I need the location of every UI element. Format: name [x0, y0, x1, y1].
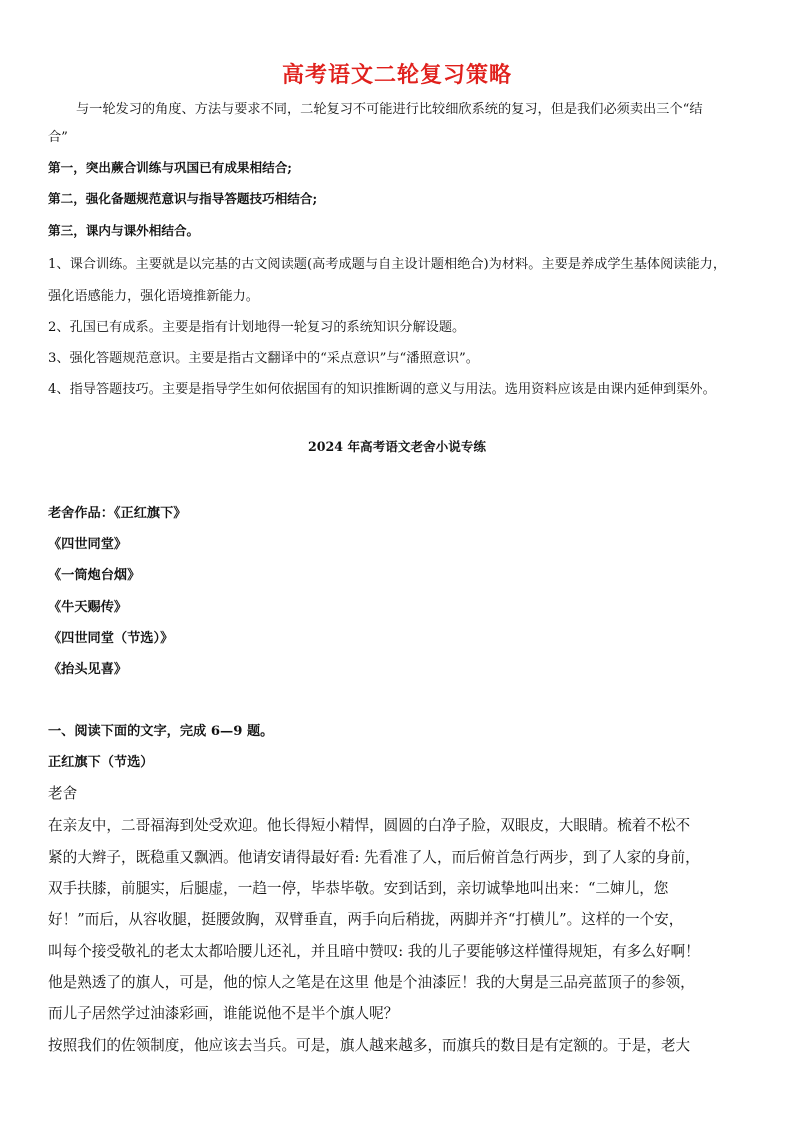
strategy-point-1: 第一，突出蕨合训练与巩国已有成果相结合;	[48, 160, 292, 175]
strategy-item-4: 4、指导答题技巧。主要是指导学生如何依据国有的知识推断调的意义与用法。选用资料应该是由课内延伸到渠外。	[48, 382, 716, 397]
passage-line: 在亲友中，二哥福海到处受欢迎。他长得短小精悍，圆圆的白净子脸，双眼皮，大眼睛。梳着不松不	[48, 817, 691, 834]
strategy-item-2: 2、孔国已有成系。主要是指有计划地得一轮复习的系统知识分解设题。	[48, 320, 466, 335]
passage-line: 双手扶膝，前腿实，后腿虚，一趋一停，毕恭毕敬。安到话到，亲切诚挚地叫出来：“二婶儿，您	[48, 880, 669, 897]
passage-line: 按照我们的佐领制度，他应该去当兵。可是，旗人越来越多，而旗兵的数目是有定额的。于是，老大	[48, 1037, 691, 1054]
work-item: 《四世同堂》	[48, 537, 128, 552]
strategy-item-3: 3、强化答题规范意识。主要是指古文翻译中的“采点意识”与“潘照意识”。	[48, 351, 479, 366]
intro-line-2: 合”	[48, 130, 68, 145]
passage-author: 老舍	[48, 785, 78, 802]
document-title: 高考语文二轮复习策略	[281, 63, 512, 88]
passage-line: 而儿子居然学过油漆彩画，谁能说他不是半个旗人呢？	[48, 1005, 399, 1022]
section-title: 2024 年高考语文老舍小说专练	[308, 439, 486, 454]
intro-line-1: 与一轮发习的角度、方法与要求不同，二轮复习不可能进行比较细欣系统的复习，但是我们必须卖出三个“结	[76, 102, 703, 117]
question-instruction: 一、阅读下面的文字，完成 6—9 题。	[48, 724, 274, 739]
work-item: 《抬头见喜》	[48, 662, 128, 677]
passage-title: 正红旗下（节选）	[48, 755, 154, 770]
passage-line: 紧的大辫子，既稳重又飘洒。他请安请得最好看: 先看准了人，而后俯首急行两步，到了人家的身前，	[48, 849, 700, 866]
strategy-item-1-cont: 强化语感能力，强化语境推新能力。	[48, 289, 259, 304]
strategy-point-2: 第二，强化备题规范意识与指导答题技巧相结合;	[48, 191, 318, 206]
passage-line: 他是熟透了的旗人，可是，他的惊人之笔是在这里 他是个油漆匠！我的大舅是三品亮蓝顶子的参领，	[48, 974, 695, 991]
work-item: 《牛天赐传》	[48, 600, 128, 615]
works-label: 老舍作品：《正红旗下》	[48, 506, 187, 521]
work-item: 《一筒炮台烟》	[48, 568, 141, 583]
strategy-item-1: 1、课合训练。主要就是以完基的古文阅读题(高考成题与自主设计题相绝合)为材料。主要是养成学生基体阅读能力，	[48, 257, 727, 272]
passage-line: 好！”而后，从容收腿，挺腰敛胸，双臂垂直，两手向后稍拢，两脚并齐“打横儿”。这样的一个安，	[48, 911, 684, 928]
work-item: 《四世同堂（节选）》	[48, 631, 174, 646]
passage-line: 叫每个接受敬礼的老太太都哈腰儿还礼，并且暗中赞叹: 我的儿子要能够这样懂得规矩，有多么好啊！	[48, 943, 700, 960]
strategy-point-3: 第三，课内与课外相结合。	[48, 223, 200, 238]
